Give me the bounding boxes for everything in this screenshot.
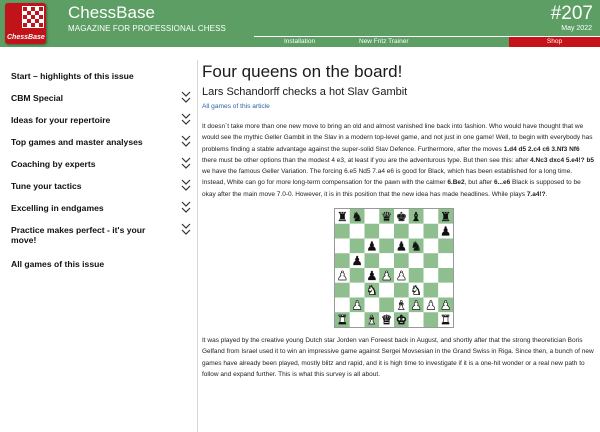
issue-number: #207 (550, 3, 593, 24)
double-chevron-down-icon[interactable] (181, 134, 191, 148)
white-piece-p-icon (440, 297, 451, 312)
article-paragraph: It was played by the creative young Dutch star Jorden van Foreest back in August, and shortly after that the strong theoretician Boris Gelfand from Israel used it to win an impressive game against Sergei Movsesian in the Grand Swiss in Riga. Since then, a bunch of new games have already been played, mostly blitz and rapid, and it is high time to investigate if it is a one-hit wonder or a real new path to follow and expand further. This is what this survey is all about. (202, 337, 594, 378)
chessboard (335, 209, 453, 327)
white-piece-p-icon (411, 297, 422, 312)
logo-text: ChessBase (7, 34, 45, 41)
board-square (424, 283, 439, 298)
white-piece-p-icon (337, 268, 348, 283)
double-chevron-down-icon[interactable] (181, 178, 191, 192)
board-square (438, 283, 453, 298)
sidebar-item-repertoire[interactable] (11, 115, 195, 125)
black-piece-n-icon (352, 209, 363, 224)
board-square (424, 312, 439, 327)
sidebar-item-all-games[interactable] (11, 259, 195, 269)
chess-diagram[interactable] (334, 208, 454, 328)
board-square (379, 298, 394, 313)
board-square (335, 298, 350, 313)
board-square (438, 268, 453, 283)
board-square (350, 239, 365, 254)
double-chevron-down-icon[interactable] (181, 222, 191, 236)
double-chevron-down-icon[interactable] (181, 112, 191, 126)
sidebar-item-endgames[interactable] (11, 203, 195, 213)
double-chevron-down-icon[interactable] (181, 200, 191, 214)
board-square (335, 224, 350, 239)
white-piece-n-icon (411, 283, 422, 298)
magazine-header (0, 0, 600, 47)
sidebar-item-label: Practice makes perfect - it's your (11, 225, 146, 235)
board-square (365, 224, 380, 239)
white-piece-r-icon (440, 312, 451, 327)
sidebar-item-label-line2: move! (11, 235, 37, 245)
chessbase-logo[interactable] (5, 3, 46, 44)
brand-tagline: MAGAZINE FOR PROFESSIONAL CHESS (68, 24, 226, 33)
board-square (424, 253, 439, 268)
sidebar-item-label: Ideas for your repertoire (11, 115, 111, 125)
sidebar-item-label: All games of this issue (11, 259, 105, 269)
sidebar-item-label: Top games and master analyses (11, 137, 143, 147)
nav-fritz-trainer-link[interactable]: New Fritz Trainer (359, 38, 409, 45)
board-square (350, 224, 365, 239)
board-square (350, 312, 365, 327)
board-square (409, 253, 424, 268)
black-piece-k-icon (396, 209, 407, 224)
sidebar-item-label: Tune your tactics (11, 181, 82, 191)
black-piece-p-icon (366, 238, 377, 253)
white-piece-b-icon (396, 297, 407, 312)
sidebar-item-top-games[interactable] (11, 137, 195, 147)
sidebar-item-coaching[interactable] (11, 159, 195, 169)
board-square (394, 283, 409, 298)
sidebar (0, 60, 198, 432)
sidebar-item-practice[interactable] (11, 225, 195, 245)
sidebar-item-label: Start – highlights of this issue (11, 71, 134, 81)
board-square (424, 209, 439, 224)
white-piece-n-icon (366, 283, 377, 298)
white-piece-p-icon (396, 268, 407, 283)
black-piece-q-icon (381, 209, 392, 224)
board-square (424, 268, 439, 283)
sidebar-item-label: Coaching by experts (11, 159, 96, 169)
sidebar-item-label: CBM Special (11, 93, 64, 103)
board-square (409, 224, 424, 239)
sidebar-item-label: Excelling in endgames (11, 203, 104, 213)
article-subtitle: Lars Schandorff checks a hot Slav Gambit (202, 86, 408, 98)
board-square (335, 239, 350, 254)
black-piece-r-icon (337, 209, 348, 224)
board-square (335, 253, 350, 268)
board-square (350, 283, 365, 298)
board-square (438, 239, 453, 254)
white-piece-p-icon (381, 268, 392, 283)
double-chevron-down-icon[interactable] (181, 90, 191, 104)
white-piece-b-icon (366, 312, 377, 327)
black-piece-n-icon (411, 238, 422, 253)
nav-installation-link[interactable]: Installation (284, 38, 316, 45)
board-square (335, 283, 350, 298)
board-square (424, 224, 439, 239)
board-square (365, 298, 380, 313)
board-square (379, 224, 394, 239)
sidebar-item-tactics[interactable] (11, 181, 195, 191)
board-square (365, 209, 380, 224)
black-piece-p-icon (366, 268, 377, 283)
board-square (409, 312, 424, 327)
black-piece-p-icon (440, 224, 451, 239)
white-piece-r-icon (337, 312, 348, 327)
board-square (394, 253, 409, 268)
issue-date: May 2022 (561, 25, 592, 32)
board-square (409, 268, 424, 283)
brand-title: ChessBase (68, 3, 155, 22)
board-square (379, 253, 394, 268)
board-square (350, 268, 365, 283)
black-piece-b-icon (411, 209, 422, 224)
white-piece-p-icon (425, 297, 436, 312)
black-piece-r-icon (440, 209, 451, 224)
all-games-link[interactable]: All games of this article (202, 103, 270, 110)
white-piece-q-icon (381, 312, 392, 327)
sidebar-item-start[interactable] (11, 71, 195, 81)
board-square (379, 239, 394, 254)
board-square (394, 224, 409, 239)
double-chevron-down-icon[interactable] (181, 156, 191, 170)
black-piece-p-icon (352, 253, 363, 268)
article (202, 62, 596, 380)
black-piece-p-icon (396, 238, 407, 253)
board-square (424, 239, 439, 254)
sidebar-item-cbm-special[interactable] (11, 93, 195, 103)
white-piece-p-icon (352, 297, 363, 312)
shop-button[interactable]: Shop (509, 37, 600, 47)
top-nav (254, 36, 600, 47)
white-piece-k-icon (396, 312, 407, 327)
board-square (438, 253, 453, 268)
article-paragraph: It doesn´t take more than one new move to bring an old and almost vanished line back into fashion. Who would have thought that we would see the mythic Geller Gambit in the Slav in a modern top-level game, and not just in one game! Well, to begin with everybody has problems finding a stable advantage against the super-solid Slav Defence. Furthermore, after the moves 1.d4 d5 2.c4 c6 3.Nf3 Nf6 there must be other options than the modest 4 e3, at least if you are the adventurous type. But then see this: after 4.Nc3 dxc4 5.e4!? b5 we have the famous Geller Variation. The forcing 6.e5 Nd5 7.a4 e6 is good for Black, which has been established for a long time. Instead, White can go for more long-term compensation for the pawn with the calmer 6.Be2, but after 6...e6 Black is supposed to be okay after the main move 7.0-0. However, it is in this position that the new idea has made headlines. While plays 7.a4!?. (202, 123, 595, 198)
board-square (379, 283, 394, 298)
logo-chessboard-icon (22, 6, 44, 28)
board-square (365, 253, 380, 268)
article-title: Four queens on the board! (202, 62, 403, 81)
